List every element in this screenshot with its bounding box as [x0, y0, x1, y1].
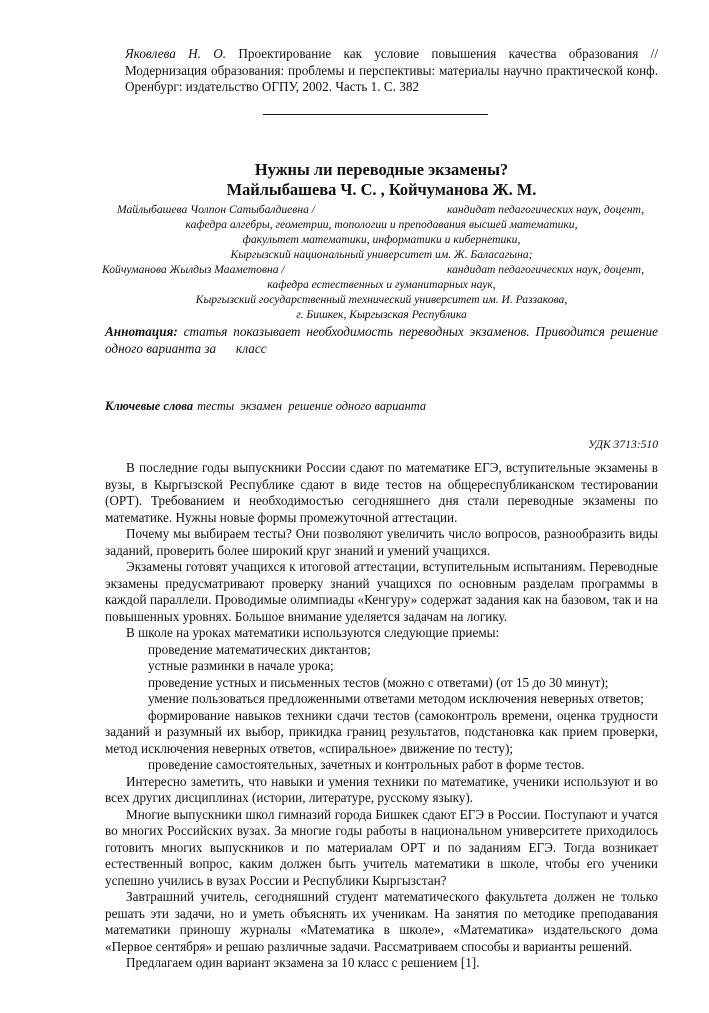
author2-city: г. Бишкек, Кыргызская Республика: [296, 308, 467, 321]
paragraph: Предлагаем один вариант экзамена за 10 класс с решением [1].: [126, 955, 480, 970]
abstract-text: статья показывает необходимость переводных экзаменов. Приводится решение одного варианта за класс: [105, 324, 662, 356]
reference-author: Яковлева Н. О.: [125, 46, 227, 61]
author2-dept: кафедра естественных и гуманитарных наук,: [267, 278, 496, 291]
paragraph: В школе на уроках математики используются следующие приемы:: [126, 625, 500, 640]
keywords-text: тесты экзамен решение одного варианта: [197, 399, 427, 413]
paragraph: Экзамены готовят учащихся к итоговой аттестации, вступительным испытаниям. Переводные экзамены предусматривают проверку знаний учащихся по основным разделам программы в каждой параллели. Проводимые олимпиады «Кенгуру» содержат задания как на базовом, так и на повышенных уровнях. Большое внимание уделяется задачам на логику.: [105, 559, 658, 624]
author1-line: [105, 202, 658, 217]
abstract: [105, 323, 662, 357]
list-item: проведение математических диктантов;: [148, 641, 371, 657]
author2-title: кандидат педагогических наук, доцент,: [447, 263, 645, 276]
paragraph: В последние годы выпускники России сдают по математике ЕГЭ, вступительные экзамены в вузы, в Кыргызской Республике сдают в виде тестов на общереспубликанском тестировании (ОРТ). Требованием и необходимостью сегодняшнего дня стали переводные экзамены по математике. Нужны новые формы промежуточной аттестации.: [105, 460, 658, 525]
udk-code: УДК 3713:510: [588, 438, 658, 451]
keywords: [105, 398, 658, 414]
abstract-label: Аннотация:: [105, 324, 178, 339]
affiliations-block: [102, 202, 658, 322]
author1-title: кандидат педагогических наук, доцент,: [447, 203, 645, 216]
list-item: устные разминки в начале урока;: [148, 658, 334, 673]
author2-university: Кыргызский государственный технический университет им. И. Раззакова,: [195, 293, 568, 306]
list-item: умение пользоваться предложенными ответами методом исключения неверных ответов;: [148, 691, 644, 706]
author1-dept: кафедра алгебры, геометрии, топологии и преподавания высшей математики,: [185, 218, 578, 231]
article-authors: Майлыбашева Ч. С. , Койчуманова Ж. М.: [226, 180, 537, 199]
list-item: формирование навыков техники сдачи тестов (самоконтроль времени, оценка трудности заданий и разумный их выбор, прикидка границ результатов, подстановка как прием проверки, метод исключения неверных ответов, «спиральное» движение по тесту);: [105, 707, 658, 756]
reference-text: [125, 46, 658, 96]
reference-entry: [125, 46, 658, 96]
author1-university: Кыргызский национальный университет им. Ж. Баласагына;: [230, 248, 533, 261]
paragraph: Почему мы выбираем тесты? Они позволяют увеличить число вопросов, разнообразить виды заданий, проверить более широкий круг знаний и умений учащихся.: [105, 526, 658, 558]
article-body: [105, 460, 658, 972]
list-item: проведение самостоятельных, зачетных и контрольных работ в форме тестов.: [148, 757, 585, 772]
article-title: Нужны ли переводные экзамены?: [254, 160, 509, 179]
paragraph: Завтрашний учитель, сегодняшний студент математического факультета должен не только решать эти задачи, но и уметь объяснять их ученикам. На занятия по методике преподавания математики приношу журналы «Математика в школе», «Математика» издательского дома «Первое сентября» и решаю различные задачи. Рассматриваем способы и варианты решений.: [105, 889, 658, 954]
paragraph: Интересно заметить, что навыки и умения техники по математике, ученики используют и во всех других дисциплинах (истории, литературе, русскому языку).: [105, 773, 658, 805]
author2-name: Койчуманова Жылдыз Мааметовна /: [102, 263, 285, 276]
list-item: проведение устных и письменных тестов (можно с ответами) (от 15 до 30 минут);: [148, 674, 609, 690]
author2-line: [102, 262, 658, 277]
separator-line: [263, 114, 488, 115]
reference-body: Проектирование как условие повышения качества образования // Модернизация образования: проблемы и перспективы: материалы научно практической конф. Оренбург: издательство ОГПУ, 2002. Часть 1. С. 382: [125, 46, 658, 95]
author1-name: Майлыбашева Чолпон Сатыбалдиевна /: [117, 203, 315, 216]
author1-faculty: факультет математики, информатики и кибернетики,: [242, 233, 521, 246]
keywords-label: Ключевые слова: [105, 399, 194, 413]
paragraph: Многие выпускники школ гимназий города Бишкек сдают ЕГЭ в России. Поступают и учатся во многих Российских вузах. За многие годы работы в национальном университете приходилось готовить многих выпускников и по материалам ОРТ и по заданиям ЕГЭ. Тогда возникает естественный вопрос, каким должен быть учитель математики в школе, чтобы его ученики успешно учились в вузах России и Республики Кыргызстан?: [105, 806, 658, 888]
